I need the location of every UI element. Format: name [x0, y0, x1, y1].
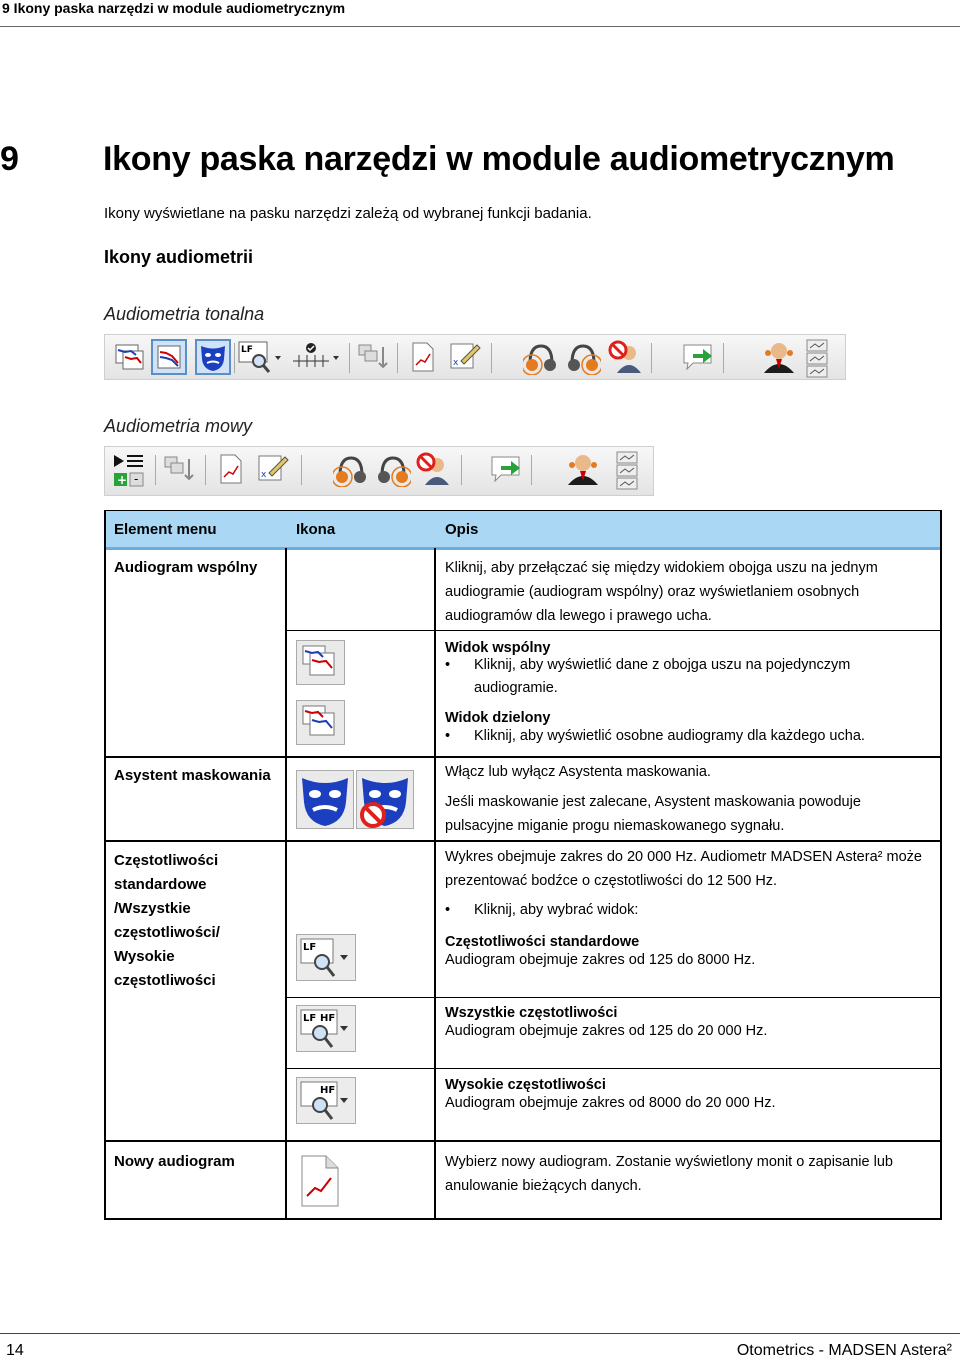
- high-frequencies-icon: [296, 1077, 356, 1130]
- subrow-divider: [287, 997, 940, 998]
- combined-audiogram-icon: [111, 339, 147, 375]
- hf-label: HF: [320, 1085, 336, 1096]
- header-element: Element menu: [114, 521, 217, 538]
- row-frequencies-bullet: • Kliknij, aby wybrać widok:: [474, 899, 914, 922]
- toolbar-separator: [531, 455, 532, 485]
- speech-audiometry-toolbar-image: [104, 446, 654, 496]
- subheading-speech-audiometry: Audiometria mowy: [104, 416, 253, 436]
- lf-label: LF: [303, 1013, 317, 1024]
- row-common-intro: Kliknij, aby przełączać się między widokiem obojga uszu na jednym audiogramie (audiogram wspólny) oraz wyświetlaniem osobnych audiogramów dla lewego i prawego ucha.: [445, 560, 878, 624]
- svg-text:LF: LF: [241, 345, 253, 355]
- row-divider: [106, 1140, 940, 1142]
- footer-rule: [0, 1333, 960, 1334]
- row-new-element: Nowy audiogram: [114, 1153, 235, 1170]
- transfer-icon: [355, 339, 391, 375]
- row-masking-line1: Włącz lub wyłącz Asystenta maskowania.: [445, 764, 711, 780]
- headphones-left-icon: [333, 451, 369, 487]
- message-forward-icon: [681, 339, 717, 375]
- row-frequencies-standard-title: Częstotliwości standardowe: [445, 934, 640, 950]
- masking-on-icon: [296, 770, 354, 835]
- toolbar-separator: [461, 455, 462, 485]
- section-heading: Ikony audiometrii: [104, 247, 254, 267]
- toolbar-separator: [349, 343, 350, 373]
- masking-off-icon: [356, 770, 414, 835]
- edit-audiogram-icon: [255, 451, 291, 487]
- row-masking-line2: Jeśli maskowanie jest zalecane, Asystent maskowania powoduje pulsacyjne miganie progu niemaskowanego sygnału.: [445, 794, 861, 834]
- row-frequencies-element: Częstotliwości standardowe /Wszystkie częstotliwości/ Wysokie częstotliwości: [114, 852, 220, 989]
- headphones-right-icon: [375, 451, 411, 487]
- toolbar-separator: [397, 343, 398, 373]
- panel-stack-icon: [615, 451, 639, 487]
- all-frequencies-icon: [296, 1005, 356, 1058]
- table-header: [106, 511, 940, 550]
- toolbar-separator: [651, 343, 652, 373]
- row-new-text: Wybierz nowy audiogram. Zostanie wyświetlony monit o zapisanie lub anulowanie bieżących danych.: [445, 1154, 893, 1194]
- chapter-title: Ikony paska narzędzi w module audiometrycznym: [103, 140, 895, 178]
- row-frequencies-all-title: Wszystkie częstotliwości: [445, 1005, 618, 1021]
- row-frequencies-high-text: Audiogram obejmuje zakres od 8000 do 20 000 Hz.: [445, 1095, 776, 1111]
- split-audiogram-icon: [151, 339, 187, 375]
- row-divider: [106, 756, 940, 758]
- row-common-element: Audiogram wspólny: [114, 559, 258, 576]
- operator-icon: [565, 451, 601, 487]
- message-forward-icon: [489, 451, 525, 487]
- page-number: 14: [6, 1342, 24, 1359]
- word-list-icon: [111, 451, 147, 487]
- hf-label: HF: [320, 1013, 336, 1024]
- new-audiogram-icon: [405, 339, 441, 375]
- toolbar-separator: [491, 343, 492, 373]
- toolbar-separator: [301, 455, 302, 485]
- row-divider: [106, 840, 940, 842]
- transfer-icon: [161, 451, 197, 487]
- header-description: Opis: [445, 521, 479, 538]
- subheading-tonal-audiometry: Audiometria tonalna: [104, 304, 265, 324]
- header-icon: Ikona: [296, 521, 336, 538]
- row-frequencies-all-text: Audiogram obejmuje zakres od 125 do 20 000 Hz.: [445, 1023, 768, 1039]
- lf-frequency-icon: [237, 339, 283, 375]
- combined-view-icon: [296, 640, 346, 691]
- panel-stack-icon: [805, 339, 829, 375]
- toolbar-separator: [723, 343, 724, 373]
- operator-icon: [761, 339, 797, 375]
- new-audiogram-icon: [298, 1154, 342, 1213]
- svg-text:x: x: [261, 470, 267, 480]
- subrow-divider: [287, 1068, 940, 1069]
- row-frequencies-high-title: Wysokie częstotliwości: [445, 1077, 606, 1093]
- svg-text:-: -: [134, 472, 139, 486]
- toolbar-separator: [155, 455, 156, 485]
- frequency-marker-icon: [291, 339, 341, 375]
- subrow-divider: [287, 630, 940, 631]
- row-frequencies-standard-text: Audiogram obejmuje zakres od 125 do 8000 Hz.: [445, 952, 756, 968]
- svg-text:x: x: [453, 358, 459, 368]
- header-rule: [0, 26, 960, 27]
- row-masking-element: Asystent maskowania: [114, 767, 271, 784]
- svg-text:+: +: [117, 473, 128, 487]
- row-common-split-title: Widok dzielony: [445, 710, 551, 726]
- lf-label: LF: [303, 942, 317, 953]
- standard-frequencies-icon: [296, 934, 356, 987]
- footer-product: Otometrics - MADSEN Astera²: [736, 1342, 952, 1359]
- row-frequencies-line1: Wykres obejmuje zakres do 20 000 Hz. Audiometr MADSEN Astera² może prezentować bodźce o częstotliwości do 12 500 Hz.: [445, 849, 922, 889]
- chapter-number: 9: [0, 140, 19, 178]
- row-common-split-bullet: • Kliknij, aby wyświetlić osobne audiogramy dla każdego ucha.: [474, 725, 934, 748]
- column-divider: [434, 548, 436, 1219]
- intro-paragraph: Ikony wyświetlane na pasku narzędzi zależą od wybranej funkcji badania.: [104, 205, 592, 222]
- headphones-right-icon: [565, 339, 601, 375]
- no-response-patient-icon: [607, 339, 643, 375]
- toolbar-separator: [234, 343, 235, 373]
- row-common-combined-title: Widok wspólny: [445, 640, 551, 656]
- masking-assistant-icon: [195, 339, 231, 375]
- tonal-audiometry-toolbar-image: [104, 334, 846, 380]
- headphones-left-icon: [523, 339, 559, 375]
- column-divider: [285, 548, 287, 1219]
- row-common-combined-bullet: • Kliknij, aby wyświetlić dane z obojga uszu na pojedynczym audiogramie.: [474, 654, 914, 700]
- no-response-patient-icon: [415, 451, 451, 487]
- split-view-icon: [296, 700, 346, 751]
- running-header: 9 Ikony paska narzędzi w module audiometrycznym: [2, 0, 346, 16]
- edit-audiogram-icon: [447, 339, 483, 375]
- toolbar-separator: [205, 455, 206, 485]
- new-audiogram-icon: [213, 451, 249, 487]
